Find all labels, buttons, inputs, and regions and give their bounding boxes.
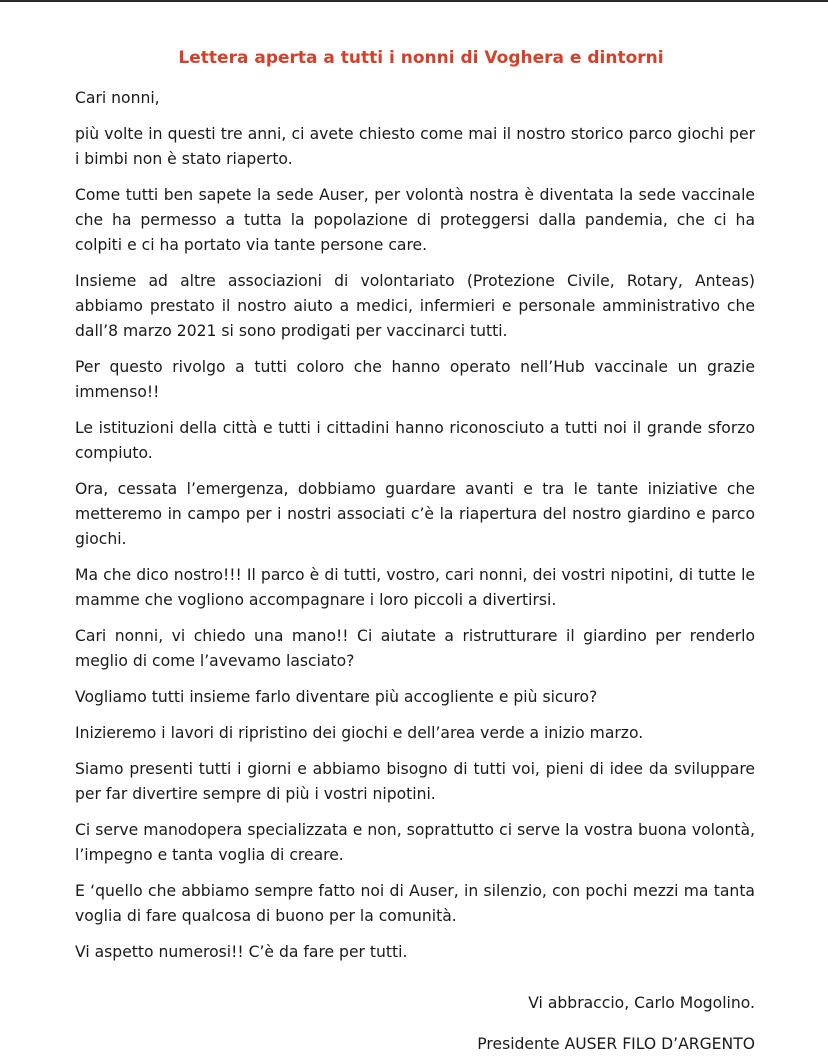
letter-title: Lettera aperta a tutti i nonni di Voghera e dintorni xyxy=(178,48,664,68)
paragraph-safer-question: Vogliamo tutti insieme farlo diventare più accogliente e più sicuro? xyxy=(75,688,598,706)
paragraph-institutions: Le istituzioni della città e tutti i cittadini hanno riconosciuto a tutti noi il grande sforzo compiuto. xyxy=(75,419,755,462)
letter-greeting: Cari nonni, xyxy=(75,89,160,107)
letter-closing: Vi abbraccio, Carlo Mogolino. xyxy=(528,994,755,1012)
open-letter xyxy=(75,44,755,1057)
paragraph-thanks-hub: Per questo rivolgo a tutti coloro che hanno operato nell’Hub vaccinale un grazie immenso!! xyxy=(75,358,755,401)
paragraph-workforce-needed: Ci serve manodopera specializzata e non, soprattutto ci serve la vostra buona volontà, l’impegno e tanta voglia di creare. xyxy=(75,821,755,864)
paragraph-present-every-day: Siamo presenti tutti i giorni e abbiamo bisogno di tutti voi, pieni di idee da sviluppare per far divertire sempre di più i vostri nipotini. xyxy=(75,760,755,803)
paragraph-invitation: Vi aspetto numerosi!! C’è da fare per tutti. xyxy=(75,943,408,961)
letter-signature: Presidente AUSER FILO D’ARGENTO xyxy=(477,1035,755,1053)
paragraph-volunteer-associations: Insieme ad altre associazioni di volontariato (Protezione Civile, Rotary, Anteas) abbiamo prestato il nostro aiuto a medici, infermieri e personale amministrativo che dall’8 marzo 2021 si sono prodigati per vaccinarci tutti. xyxy=(75,272,755,340)
paragraph-reopening: Ora, cessata l’emergenza, dobbiamo guardare avanti e tra le tante iniziative che metteremo in campo per i nostri associati c’è la riapertura del nostro giardino e parco giochi. xyxy=(75,480,755,548)
paragraph-ask-for-help: Cari nonni, vi chiedo una mano!! Ci aiutate a ristrutturare il giardino per renderlo meglio di come l’avevamo lasciato? xyxy=(75,627,755,670)
paragraph-playground-question: più volte in questi tre anni, ci avete chiesto come mai il nostro storico parco giochi per i bimbi non è stato riaperto. xyxy=(75,125,755,168)
paragraph-vaccination-site: Come tutti ben sapete la sede Auser, per volontà nostra è diventata la sede vaccinale che ha permesso a tutta la popolazione di proteggersi dalla pandemia, che ci ha colpiti e ci ha portato via tante persone care. xyxy=(75,186,755,254)
paragraph-auser-spirit: E ‘quello che abbiamo sempre fatto noi di Auser, in silenzio, con pochi mezzi ma tanta voglia di fare qualcosa di buono per la comunità. xyxy=(75,882,755,925)
paragraph-works-start: Inizieremo i lavori di ripristino dei giochi e dell’area verde a inizio marzo. xyxy=(75,724,644,742)
top-border-line xyxy=(0,0,828,2)
paragraph-park-for-everyone: Ma che dico nostro!!! Il parco è di tutti, vostro, cari nonni, dei vostri nipotini, di tutte le mamme che vogliono accompagnare i loro piccoli a divertirsi. xyxy=(75,566,755,609)
